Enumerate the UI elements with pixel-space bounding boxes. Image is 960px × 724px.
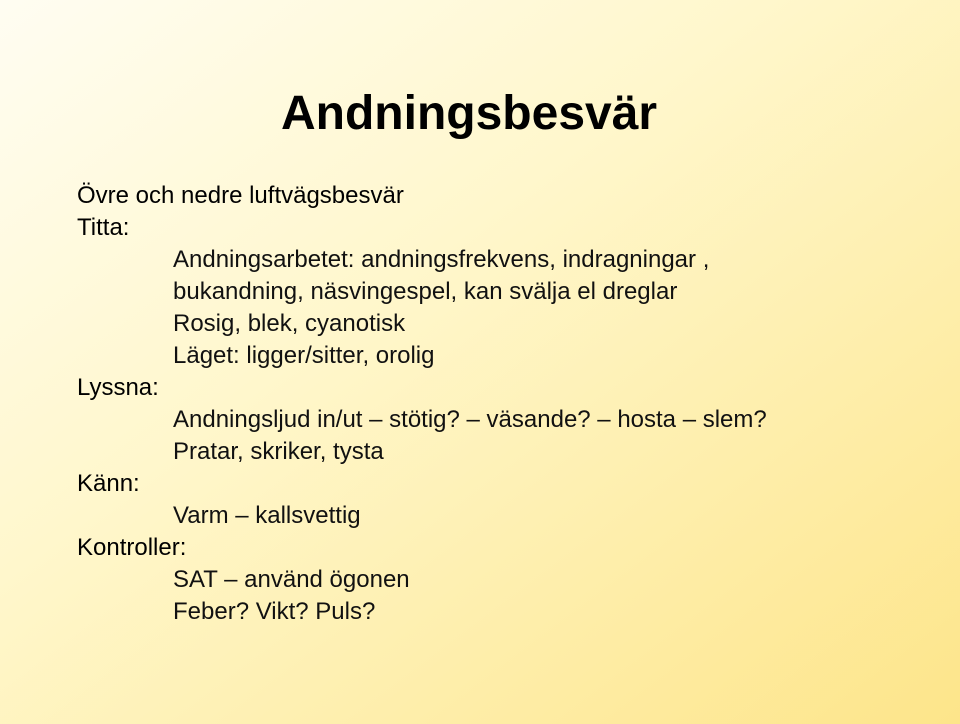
line-breath-sounds: Andningsljud in/ut – stötig? – väsande? – hosta – slem?: [173, 406, 767, 433]
line-speech: Pratar, skriker, tysta: [173, 438, 384, 465]
heading-checks: Kontroller:: [77, 534, 187, 561]
heading-listen: Lyssna:: [77, 374, 159, 401]
line-temperature: Varm – kallsvettig: [173, 502, 361, 529]
line-breathing-work: Andningsarbetet: andningsfrekvens, indragningar ,: [173, 246, 710, 273]
line-upper-lower-airway: Övre och nedre luftvägsbesvär: [77, 182, 404, 209]
line-vitals: Feber? Vikt? Puls?: [173, 598, 376, 625]
heading-look: Titta:: [77, 214, 130, 241]
line-position: Läget: ligger/sitter, orolig: [173, 342, 435, 369]
line-breathing-work-continued: bukandning, näsvingespel, kan svälja el dreglar: [173, 278, 678, 305]
slide-body: [77, 180, 947, 628]
heading-feel: Känn:: [77, 470, 140, 497]
line-skin-color: Rosig, blek, cyanotisk: [173, 310, 406, 337]
slide-title: Andningsbesvär: [281, 87, 658, 140]
line-sat: SAT – använd ögonen: [173, 566, 410, 593]
